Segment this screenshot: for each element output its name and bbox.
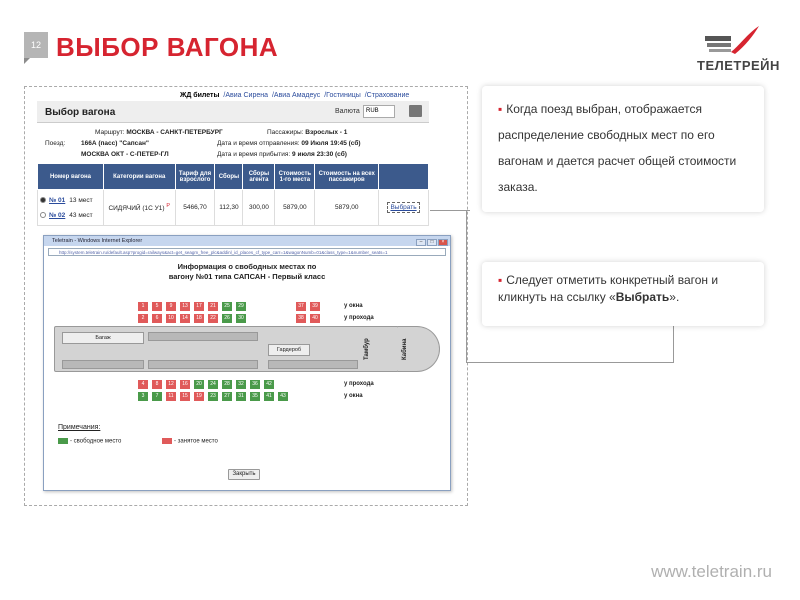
route-value: МОСКВА - САНКТ-ПЕТЕРБУРГ: [126, 129, 223, 136]
nav-rail-tickets[interactable]: ЖД билеты: [180, 92, 220, 99]
train-label: Поезд:: [45, 140, 66, 147]
legend-free: [58, 438, 121, 445]
popup-title-line-2: вагону №01 типа САПСАН - Первый класс: [168, 272, 326, 281]
busy-swatch: [162, 438, 172, 444]
seat-8: 8: [152, 380, 162, 389]
legend-busy-text: - занятое место: [174, 438, 218, 445]
seat-25: 25: [222, 302, 232, 311]
seat-40: 40: [310, 314, 320, 323]
arrival-label: Дата и время прибытия:: [217, 151, 291, 158]
wagon-selection-header: [37, 101, 429, 123]
seat-2: 2: [138, 314, 148, 323]
wagon-02-seats: 43 мест: [69, 211, 93, 219]
seat-30: 30: [236, 314, 246, 323]
wagon-02-radio[interactable]: [40, 212, 46, 218]
baggage-area: Багаж: [62, 332, 144, 344]
seat-37: 37: [296, 302, 306, 311]
connector-line: [466, 210, 467, 362]
select-wagon-link[interactable]: Выбрать: [390, 204, 417, 211]
col-agent-fees: Сборы агента: [243, 164, 275, 190]
seat-42: 42: [264, 380, 274, 389]
wagon-02-link[interactable]: № 02: [49, 211, 66, 219]
seat-43: 43: [278, 392, 288, 401]
departure-label: Дата и время отправления:: [217, 140, 300, 147]
seat-10: 10: [166, 314, 176, 323]
page-number-badge: 12: [24, 32, 48, 58]
col-price-all: Стоимость на всех пассажиров: [315, 164, 379, 190]
callout-2-link: Выбрать: [615, 290, 670, 304]
route-label: Маршрут:: [95, 129, 125, 136]
col-wagon-number: Номер вагона: [38, 164, 104, 190]
category-mark: Р: [166, 202, 170, 209]
bottom-aisle-label: у прохода: [344, 381, 374, 387]
slide-title: ВЫБОР ВАГОНА: [56, 32, 279, 62]
popup-title-line-1: Информация о свободных местах по: [177, 262, 317, 271]
seat-20: 20: [194, 380, 204, 389]
seat-36: 36: [250, 380, 260, 389]
nav-avia-amadeus[interactable]: /Авиа Амадеус: [271, 92, 321, 99]
minimize-icon[interactable]: –: [416, 239, 426, 246]
wagon-01-seats: 13 мест: [69, 196, 93, 204]
passengers-label: Пассажиры:: [267, 129, 304, 136]
seat-11: 11: [166, 392, 176, 401]
col-tariff: Тариф для взрослого: [175, 164, 215, 190]
maximize-icon[interactable]: □: [427, 239, 437, 246]
wagon-selection-title: Выбор вагона: [45, 107, 116, 118]
seat-row-graphic: [268, 360, 358, 369]
seat-row-graphic: [148, 360, 258, 369]
wagon-01-link[interactable]: № 01: [49, 196, 66, 204]
bottom-window-label: у окна: [344, 393, 363, 399]
bullet-icon: ▪: [498, 102, 503, 116]
seat-4: 4: [138, 380, 148, 389]
stations-value: МОСКВА ОКТ - С-ПЕТЕР-ГЛ: [81, 151, 169, 158]
legend-busy: [162, 438, 218, 445]
seat-3: 3: [138, 392, 148, 401]
passengers-value: Взрослых - 1: [305, 129, 348, 136]
col-wagon-category: Категории вагона: [103, 164, 175, 190]
seat-map-popup-window: [43, 235, 451, 491]
seat-27: 27: [222, 392, 232, 401]
top-nav: [180, 92, 411, 99]
wardrobe-area: Гардероб: [268, 344, 310, 356]
seat-31: 31: [236, 392, 246, 401]
seat-26: 26: [222, 314, 232, 323]
printer-icon[interactable]: [409, 105, 422, 117]
top-window-label: у окна: [344, 303, 363, 309]
seat-35: 35: [250, 392, 260, 401]
cab-area: Кабина: [402, 338, 408, 360]
popup-title: [44, 262, 450, 282]
seat-39: 39: [310, 302, 320, 311]
callout-select-wagon: [482, 262, 764, 326]
callout-2-text-after: ».: [669, 290, 680, 304]
seat-15: 15: [180, 392, 190, 401]
seat-17: 17: [194, 302, 204, 311]
seat-6: 6: [152, 314, 162, 323]
seat-13: 13: [180, 302, 190, 311]
seat-16: 16: [180, 380, 190, 389]
nav-avia-sirena[interactable]: /Авиа Сирена: [223, 92, 268, 99]
route-info: [37, 127, 429, 161]
callout-1-text: Когда поезд выбран, отображается распределение свободных мест по его вагонам и дается расчет общей стоимости заказа.: [498, 102, 737, 194]
arrival-value: 9 июля 23:30 (сб): [292, 151, 347, 158]
seat-23: 23: [208, 392, 218, 401]
nav-hotels[interactable]: /Гостиницы: [324, 92, 361, 99]
col-fees: Сборы: [215, 164, 243, 190]
callout-train-selected: [482, 86, 764, 212]
top-aisle-label: у прохода: [344, 315, 374, 321]
seat-5: 5: [152, 302, 162, 311]
popup-window-title: Teletrain - Windows Internet Explorer: [52, 238, 143, 244]
wagon-table: [37, 163, 429, 226]
currency-label: Валюта: [335, 108, 360, 115]
popup-titlebar: [44, 236, 450, 246]
action-cell: [379, 190, 429, 226]
legend-free-text: - свободное место: [70, 438, 122, 445]
footer-url: www.teletrain.ru: [651, 562, 772, 581]
currency-select[interactable]: RUB: [363, 105, 395, 118]
seat-14: 14: [180, 314, 190, 323]
category-value: СИДЯЧИЙ (1С У1): [108, 205, 165, 213]
seat-row-graphic: [62, 360, 144, 369]
close-button[interactable]: Закрыть: [228, 469, 260, 480]
price-all-cell: 5879,00: [315, 190, 379, 226]
notes-title: Примечания:: [58, 424, 101, 431]
train-value: 166А (пасс) "Сапсан": [81, 140, 149, 147]
connector-line: [430, 210, 470, 211]
brand-text: ТЕЛЕТРЕЙН: [697, 58, 780, 73]
table-row: [38, 190, 429, 226]
callout-2-text-before: Следует отметить конкретный вагон и кликнуть на ссылку «: [498, 273, 719, 304]
nav-insurance[interactable]: /Страхование: [364, 92, 410, 99]
close-icon[interactable]: ×: [438, 239, 448, 246]
category-cell: [103, 190, 175, 226]
wagon-number-cell: [38, 190, 104, 226]
free-swatch: [58, 438, 68, 444]
wagon-01-radio[interactable]: [40, 197, 46, 203]
fees-cell: 112,30: [215, 190, 243, 226]
price-one-cell: 5879,00: [275, 190, 315, 226]
vestibule-area: Тамбур: [364, 338, 370, 360]
booking-screenshot: [24, 86, 468, 506]
agent-fees-cell: 300,00: [243, 190, 275, 226]
seat-7: 7: [152, 392, 162, 401]
seat-24: 24: [208, 380, 218, 389]
seat-38: 38: [296, 314, 306, 323]
seat-1: 1: [138, 302, 148, 311]
seat-9: 9: [166, 302, 176, 311]
seat-row-graphic: [148, 332, 258, 341]
bullet-icon: ▪: [498, 273, 503, 287]
seat-28: 28: [222, 380, 232, 389]
seat-21: 21: [208, 302, 218, 311]
seat-19: 19: [194, 392, 204, 401]
departure-value: 09 Июля 19:45 (сб): [301, 140, 361, 147]
tariff-cell: 5466,70: [175, 190, 215, 226]
col-price-one: Стоимость 1-го места: [275, 164, 315, 190]
seat-12: 12: [166, 380, 176, 389]
wagon-table-header: [38, 164, 429, 190]
connector-line: [466, 362, 674, 363]
seat-18: 18: [194, 314, 204, 323]
seat-41: 41: [264, 392, 274, 401]
seat-29: 29: [236, 302, 246, 311]
seat-32: 32: [236, 380, 246, 389]
address-bar[interactable]: http://system.teletrain.ru/default.asp?progid=railways&act=get_seagm_free_plc&addinl_id_places_cf_type_carr=1&wagonNumb=01&class_type=1&number_seats=1: [48, 248, 446, 256]
seat-22: 22: [208, 314, 218, 323]
col-action: [379, 164, 429, 190]
